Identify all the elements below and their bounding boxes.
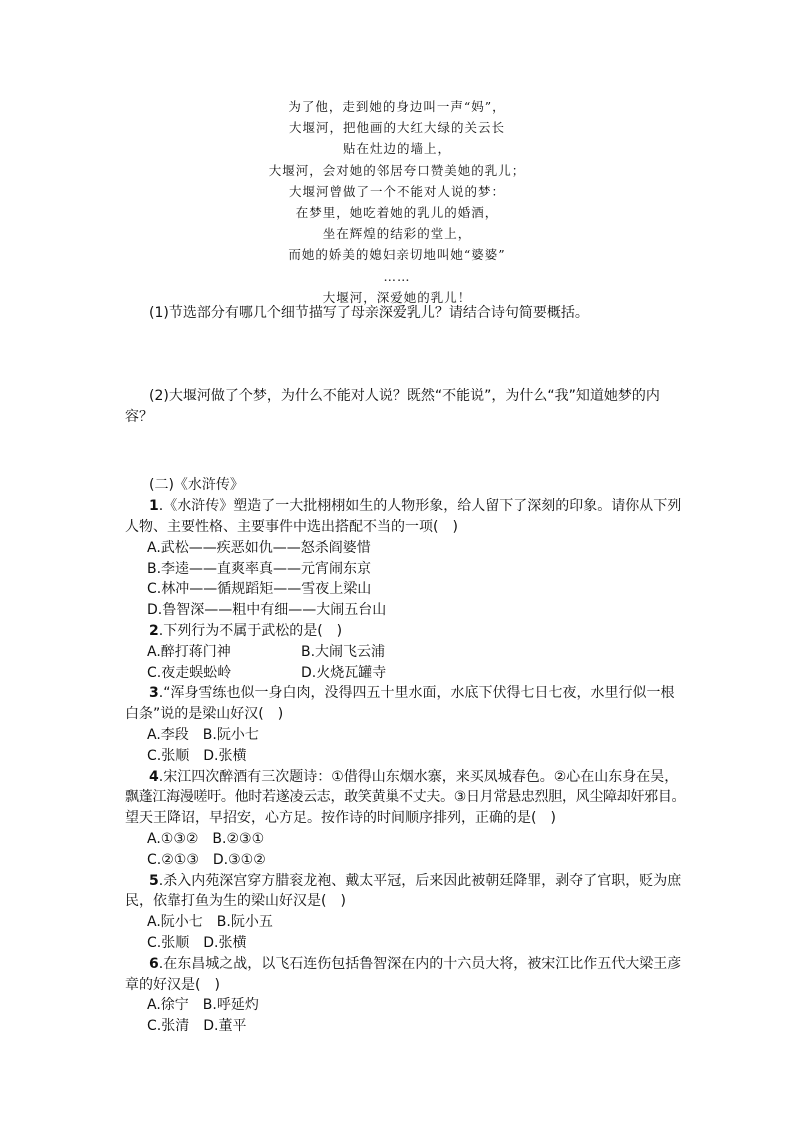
option: C.张清 D.董平 [147, 1018, 247, 1035]
option: C.张顺 D.张横 [147, 747, 247, 764]
question-1-line1: 1.《水浒传》塑造了一大批栩栩如生的人物形象，给人留下了深刻的印象。请你从下列 [149, 498, 682, 515]
option-row [125, 642, 683, 663]
option: A.①③② B.②③① [147, 830, 265, 847]
option: A.醉打蒋门神 [147, 643, 231, 660]
question-6-line2: 章的好汉是( ) [125, 976, 220, 993]
question-number: 3 [149, 685, 159, 702]
question-3-line1: 3.“浑身雪练也似一身白肉，没得四五十里水面，水底下伏得七日七夜，水里行似一根 [149, 685, 675, 702]
option: A.徐宁 B.呼延灼 [147, 997, 259, 1014]
option: B.李逵——直爽率真——元宵闹东京 [147, 560, 372, 577]
question-4-line3: 望天王降诏，早招安，心方足。按作诗的时间顺序排列，正确的是( ) [125, 810, 556, 827]
poem-line: 坐在辉煌的结彩的堂上， [322, 226, 472, 242]
question-3-line2: 白条”说的是梁山好汉( ) [125, 706, 284, 723]
poem-question-2-line2: 容？ [125, 408, 153, 425]
poem-line: 在梦里，她吃着她的乳儿的婚酒， [295, 204, 499, 220]
question-number: 6 [149, 955, 159, 972]
section-heading: (二)《水浒传》 [149, 477, 244, 494]
option: A.李段 B.阮小七 [147, 726, 259, 743]
poem-line: 为了他，走到她的身边叫一声“妈”， [288, 99, 506, 114]
question-1-line2: 人物、主要性格、主要事件中选出搭配不当的一项( ) [125, 518, 458, 535]
poem-line: 大堰河曾做了一个不能对人说的梦： [288, 183, 505, 199]
option: A.阮小七 B.阮小五 [147, 914, 273, 931]
option: C.②①③ D.③①② [147, 851, 266, 868]
question-number: 1 [149, 498, 159, 515]
option: C.林冲——循规蹈矩——雪夜上梁山 [147, 581, 372, 598]
option: B.大闹飞云浦 [301, 643, 386, 660]
poem-line: …… [383, 268, 411, 284]
poem-line: 大堰河，深爱她的乳儿！ [322, 289, 472, 305]
poem-line: 大堰河，把他画的大红大绿的关云长 [288, 120, 505, 136]
question-body [125, 303, 686, 1037]
option: D.鲁智深——粗中有细——大闹五台山 [147, 602, 387, 619]
poem-question-1: (1)节选部分有哪几个细节描写了母亲深爱乳儿？请结合诗句简要概括。 [149, 305, 589, 321]
question-4-line1: 4.宋江四次醉酒有三次题诗：①借得山东烟水寨，来买凤城春色。②心在山东身在吴， [149, 768, 679, 785]
question-2-line1: 2.下列行为不属于武松的是( ) [149, 622, 343, 639]
option: C.张顺 D.张横 [147, 934, 247, 951]
option: A.武松——疾恶如仇——怒杀阎婆惜 [147, 539, 371, 556]
question-number: 5 [149, 872, 159, 889]
poem-question-2-line1: (2)大堰河做了个梦，为什么不能对人说？既然“不能说”，为什么“我”知道她梦的内 [149, 387, 660, 404]
poem-line: 贴在灶边的墙上， [342, 141, 451, 157]
question-number: 2 [149, 622, 159, 639]
question-4-line2: 飘蓬江海漫嗟吁。他时若遂凌云志，敢笑黄巢不丈夫。③日月常悬忠烈胆，风尘障却奸邪目。 [125, 789, 686, 806]
poem-excerpt [0, 96, 794, 308]
question-5-line2: 民，依靠打鱼为生的梁山好汉是( ) [125, 893, 346, 910]
option: C.夜走蜈蚣岭 [147, 664, 232, 681]
question-number: 4 [149, 768, 159, 785]
poem-line: 而她的娇美的媳妇亲切地叫她“婆婆” [288, 247, 506, 263]
option-row [125, 663, 683, 684]
question-5-line1: 5.杀入内苑深宫穿方腊衮龙袍、戴太平冠，后来因此被朝廷降罪，剥夺了官职，贬为庶 [149, 872, 682, 889]
poem-line: 大堰河，会对她的邻居夸口赞美她的乳儿； [268, 162, 526, 178]
question-6-line1: 6.在东昌城之战，以飞石连伤包括鲁智深在内的十六员大将，被宋江比作五代大梁王彦 [149, 955, 682, 972]
option: D.火烧瓦罐寺 [301, 664, 387, 681]
